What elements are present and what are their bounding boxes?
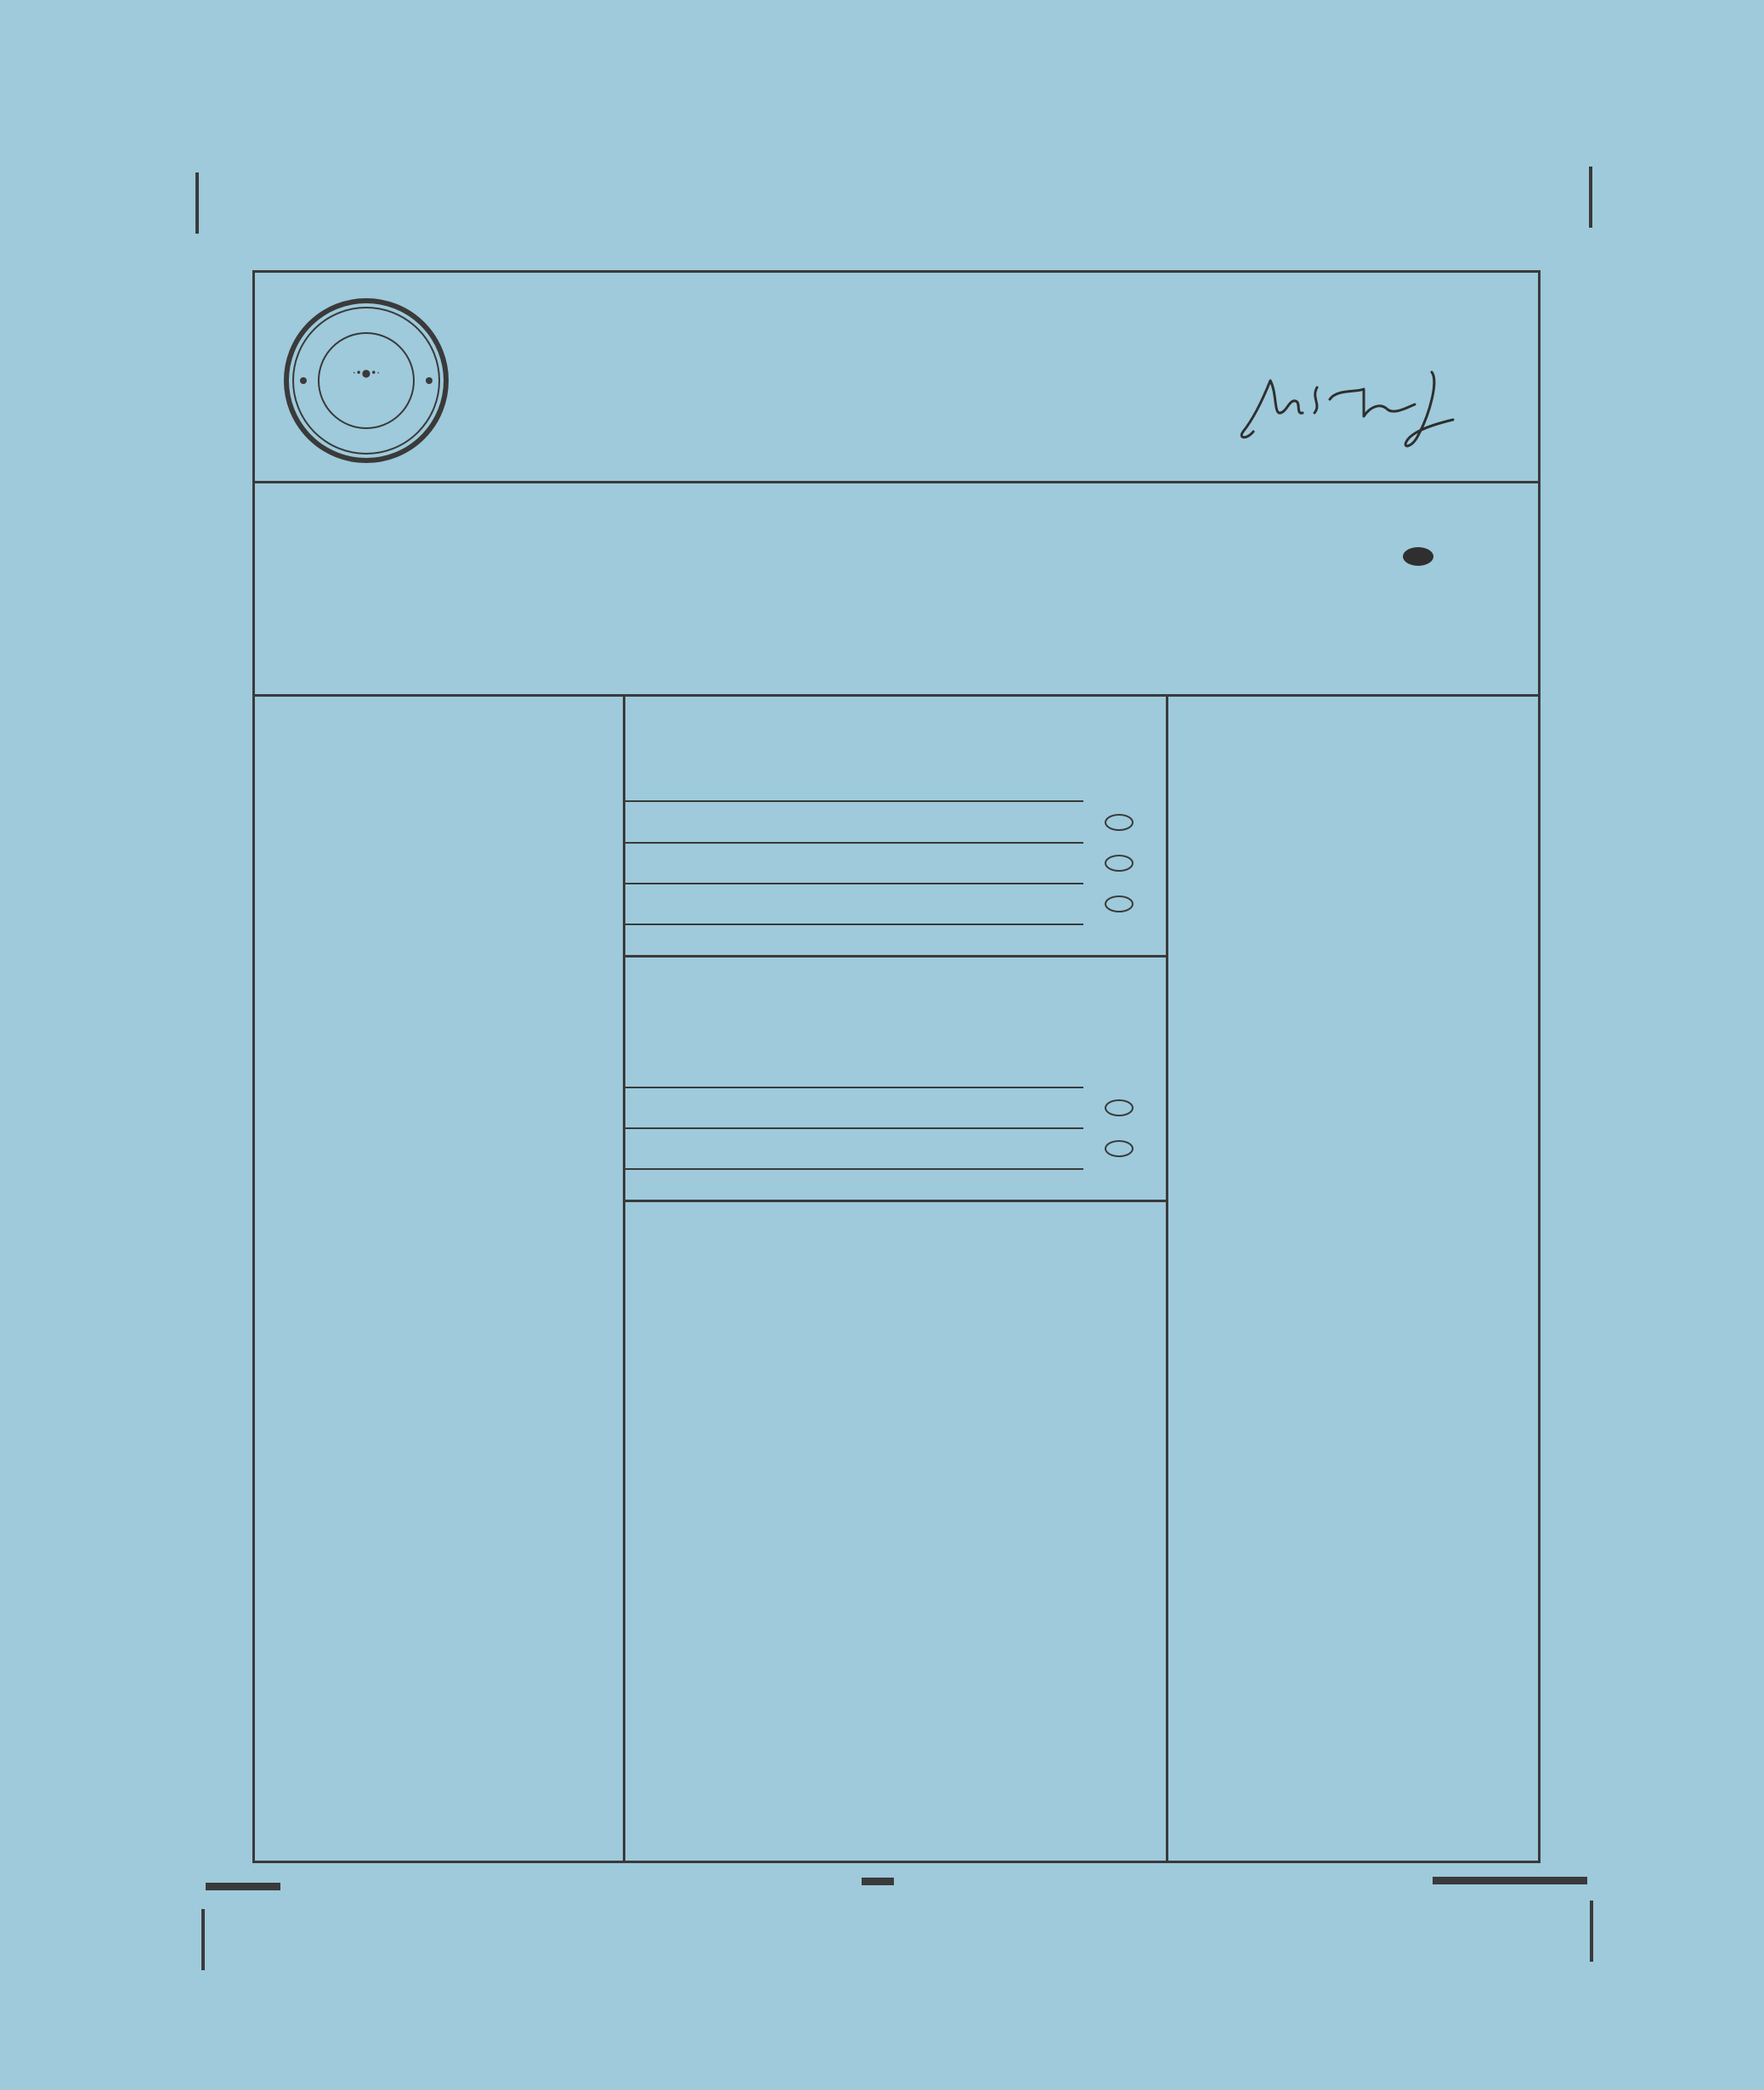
candidate-line bbox=[625, 883, 1083, 884]
candidate-line bbox=[625, 842, 1083, 844]
header-divider bbox=[252, 481, 1541, 483]
race-divider-bottom bbox=[623, 1200, 1168, 1202]
filled-oval-example-icon bbox=[1403, 547, 1433, 566]
column-divider-right bbox=[1166, 695, 1168, 1863]
vote-oval-jennifer-strong-rain[interactable] bbox=[1105, 814, 1134, 831]
town-seal bbox=[283, 297, 449, 464]
instructions-divider bbox=[252, 694, 1541, 697]
candidate-line bbox=[625, 1127, 1083, 1129]
vote-oval-write-in[interactable] bbox=[1105, 895, 1134, 912]
clerk-signature bbox=[1236, 364, 1491, 457]
column-divider-left bbox=[623, 695, 625, 1863]
candidate-line bbox=[625, 800, 1083, 802]
candidate-line bbox=[625, 1087, 1083, 1088]
vote-oval-erin-zaffini[interactable] bbox=[1105, 855, 1134, 872]
vote-oval-write-in[interactable] bbox=[1105, 1140, 1134, 1157]
race-divider bbox=[623, 955, 1168, 957]
write-in-line[interactable] bbox=[625, 924, 1083, 925]
write-in-line[interactable] bbox=[625, 1168, 1083, 1170]
ballot-frame bbox=[252, 270, 1541, 1863]
vote-oval-john-rich[interactable] bbox=[1105, 1099, 1134, 1116]
svg-text:·•●•·: ·•●•· bbox=[352, 367, 381, 379]
